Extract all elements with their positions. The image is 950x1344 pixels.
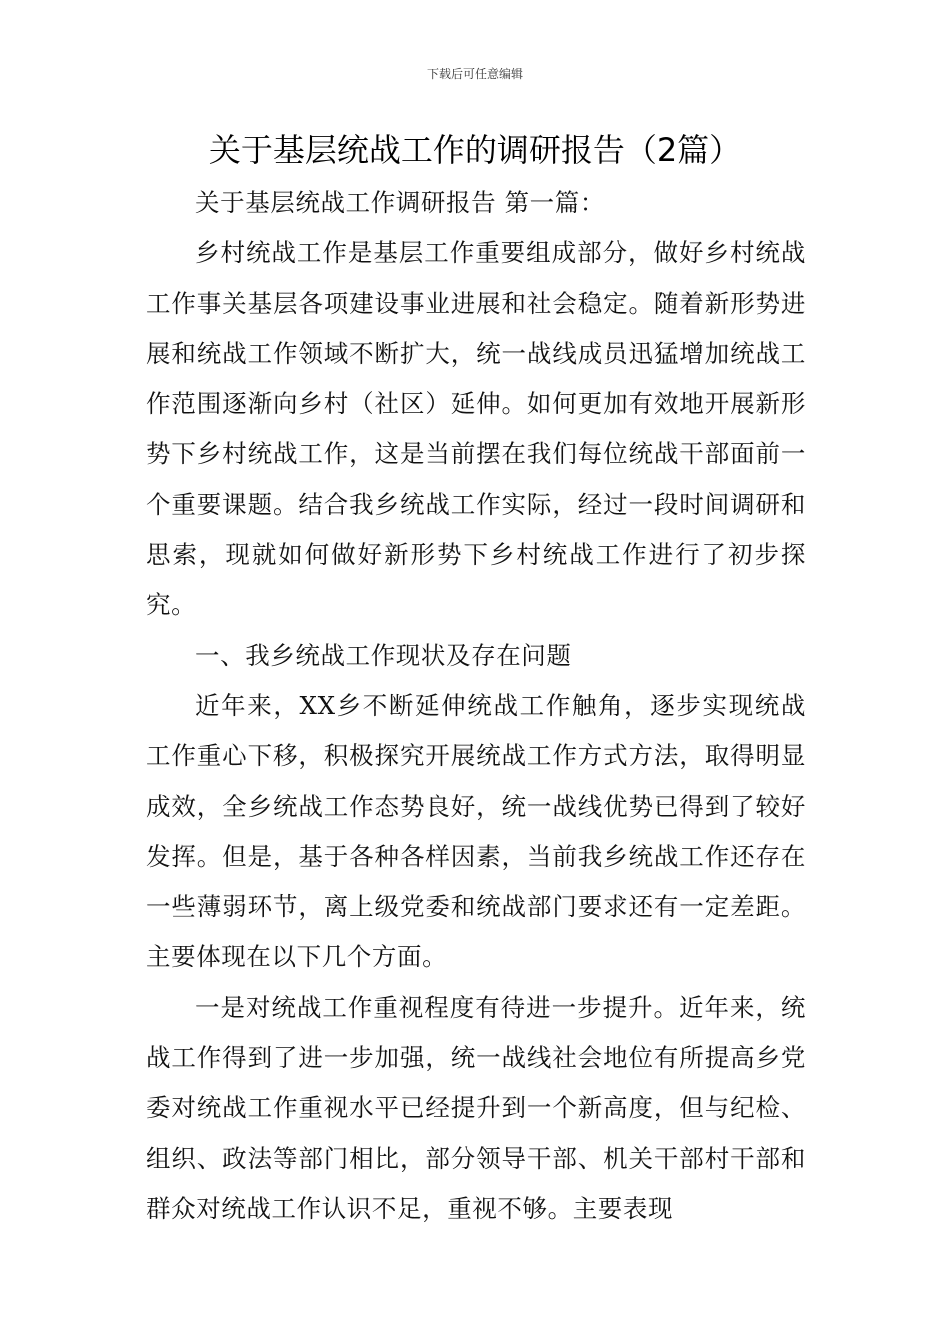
- document-title: 关于基层统战工作的调研报告（2篇）: [208, 131, 742, 169]
- paragraph-intro: 乡村统战工作是基层工作重要组成部分，做好乡村统战工作事关基层各项建设事业进展和社会稳定。随着新形势进展和统战工作领域不断扩大，统一战线成员迅猛增加统战工作范围逐渐向乡村（社区）延伸。如何更加有效地开展新形势下乡村统战工作，这是当前摆在我们每位统战干部面前一个重要课题。结合我乡统战工作实际，经过一段时间调研和思索，现就如何做好新形势下乡村统战工作进行了初步探究。: [146, 238, 806, 620]
- header-note: 下载后可任意编辑: [426, 67, 523, 81]
- document-body: [146, 178, 806, 1234]
- paragraph-point-one: 一是对统战工作重视程度有待进一步提升。近年来，统战工作得到了进一步加强，统一战线社会地位有所提高乡党委对统战工作重视水平已经提升到一个新高度，但与纪检、组织、政法等部门相比，部分领导干部、机关干部村干部和群众对统战工作认识不足，重视不够。主要表现: [146, 992, 806, 1223]
- section-heading: 一、我乡统战工作现状及存在问题: [195, 640, 572, 670]
- section-subtitle: 关于基层统战工作调研报告 第一篇：: [195, 188, 605, 217]
- paragraph-status: 近年来，XX乡不断延伸统战工作触角，逐步实现统战工作重心下移，积极探究开展统战工作方式方法，取得明显成效，全乡统战工作态势良好，统一战线优势已得到了较好发挥。但是，基于各种各样因素，当前我乡统战工作还存在一些薄弱环节，离上级党委和统战部门要求还有一定差距。主要体现在以下几个方面。: [146, 690, 806, 972]
